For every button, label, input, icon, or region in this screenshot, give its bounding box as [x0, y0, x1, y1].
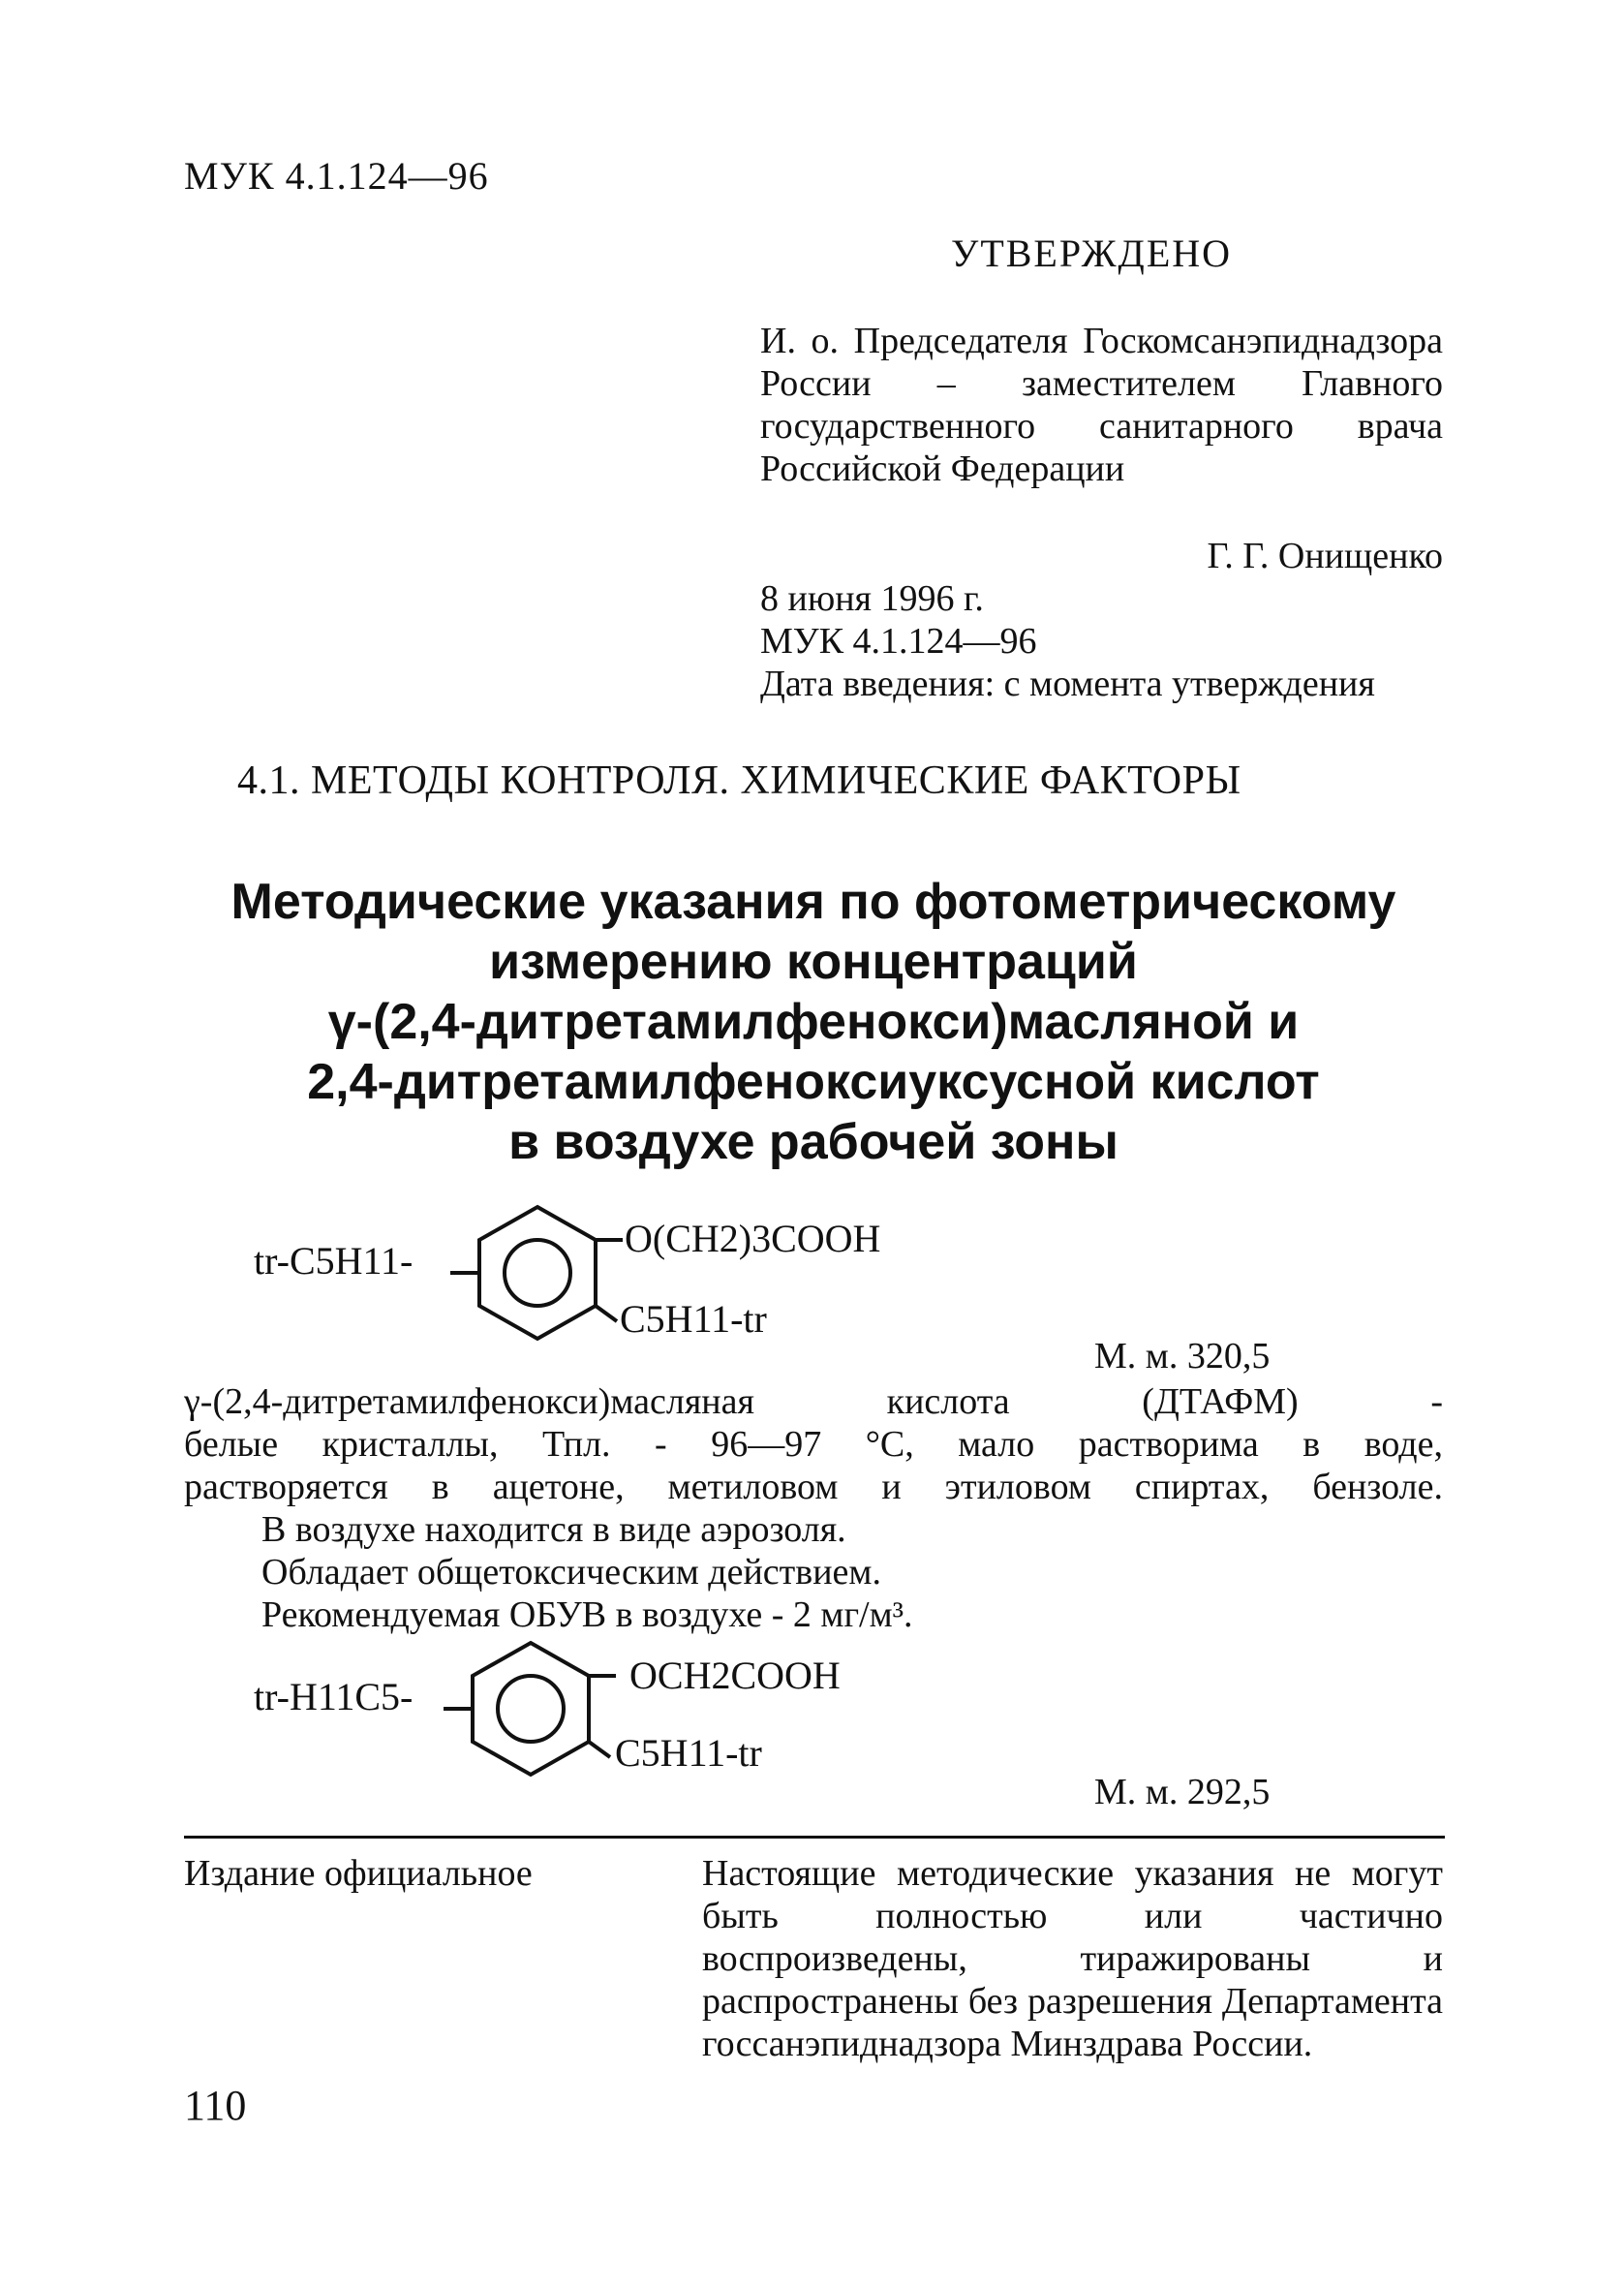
introduction-date: Дата введения: с момента утверждения	[760, 664, 1375, 704]
formula2-left-group: tr-H11C5-	[254, 1675, 414, 1718]
description-line: Обладает общетоксическим действием.	[261, 1552, 881, 1593]
description-line: В воздухе находится в виде аэрозоля.	[261, 1509, 846, 1550]
title-line: измерению концентраций	[489, 934, 1138, 990]
description-line: растворяется в ацетоне, метиловом и этиловом спиртах, бензоле.	[184, 1467, 1443, 1507]
description-line: Рекомендуемая ОБУВ в воздухе - 2 мг/м³.	[261, 1594, 913, 1635]
formula1-top-substituent: O(CH2)3COOH	[625, 1217, 881, 1260]
title-line: γ-(2,4-дитретамилфенокси)масляной и	[327, 994, 1300, 1050]
footer-divider	[184, 1836, 1445, 1839]
description-line: белые кристаллы, Тпл. - 96—97 °С, мало растворима в воде,	[184, 1424, 1443, 1465]
title-line: 2,4-дитретамилфеноксиуксусной кислот	[307, 1054, 1320, 1110]
approver-position: И. о. Председателя Госкомсанэпиднадзора России – заместителем Главного государственного санитарного врача Российской Федерации	[760, 321, 1443, 489]
document-title	[184, 872, 1443, 1172]
title-line: Методические указания по фотометрическому	[230, 874, 1396, 930]
copyright-notice: Настоящие методические указания не могут быть полностью или частично воспроизведены, тиражированы и распространены без разрешения Департамента госсанэпиднадзора Минздрава России.	[702, 1853, 1443, 2064]
formula1-molar-mass: М. м. 320,5	[1094, 1336, 1271, 1376]
document-code-secondary: МУК 4.1.124—96	[760, 621, 1037, 662]
section-heading: 4.1. МЕТОДЫ КОНТРОЛЯ. ХИМИЧЕСКИЕ ФАКТОРЫ	[237, 758, 1241, 803]
document-code: МУК 4.1.124—96	[184, 154, 489, 198]
formula1-bottom-substituent: C5H11-tr	[620, 1297, 767, 1341]
formula2-top-substituent: OCH2COOH	[629, 1654, 841, 1697]
edition-label: Издание официальное	[184, 1853, 533, 1894]
approval-stamp-heading: УТВЕРЖДЕНО	[951, 232, 1233, 275]
formula1-left-group: tr-C5H11-	[254, 1239, 414, 1283]
page-number: 110	[184, 2082, 247, 2129]
title-line: в воздухе рабочей зоны	[508, 1114, 1118, 1170]
approval-date: 8 июня 1996 г.	[760, 578, 984, 619]
description-line: γ-(2,4-дитретамилфенокси)масляная кислота (ДТАФМ) -	[184, 1381, 1443, 1422]
signer-name: Г. Г. Онищенко	[1207, 536, 1443, 576]
substance-description	[184, 1380, 1443, 1636]
benzene-ring-icon	[444, 1637, 618, 1792]
formula2-molar-mass: М. м. 292,5	[1094, 1772, 1271, 1812]
benzene-ring-icon	[450, 1201, 625, 1356]
formula2-bottom-substituent: C5H11-tr	[615, 1731, 762, 1775]
